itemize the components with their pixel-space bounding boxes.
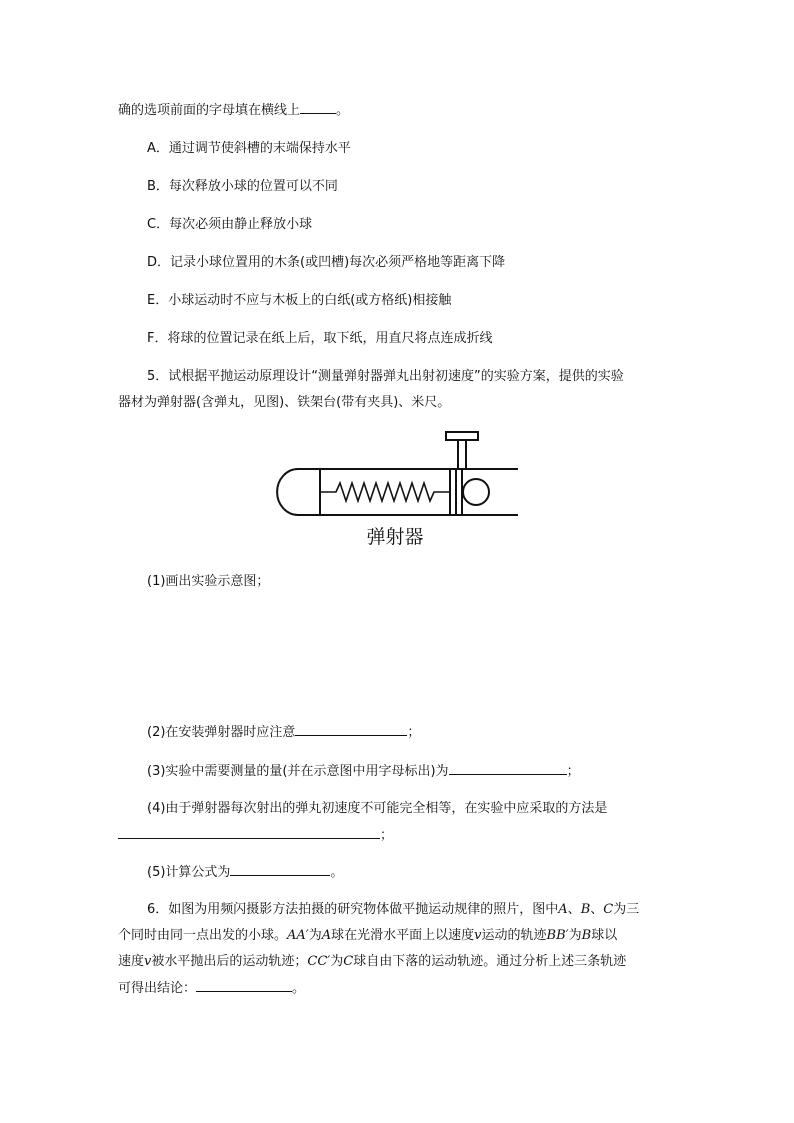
plunger-knob bbox=[446, 432, 478, 440]
q6-conclusion-blank[interactable] bbox=[196, 979, 292, 992]
barrel-end bbox=[277, 469, 298, 515]
q6-line1: 6．如图为用频闪摄影方法拍摄的研究物体做平抛运动规律的照片，图中A、B、C为三 bbox=[147, 902, 640, 917]
q5-sub3: (3)实验中需要测量的量(并在示意图中用字母标出)为 ； bbox=[147, 764, 580, 779]
q6-line4: 可得出结论： 。 bbox=[118, 981, 306, 996]
q4-option-e: E．小球运动时不应与木板上的白纸(或方格纸)相接触 bbox=[147, 293, 452, 308]
q4-stem-tail: 确的选项前面的字母填在横线上 。 bbox=[118, 103, 350, 118]
q5-sub4-line1: (4)由于弹射器每次射出的弹丸初速度不可能完全相等，在实验中应采取的方法是 bbox=[147, 801, 608, 816]
q5-sub2-blank[interactable] bbox=[295, 723, 407, 736]
q4-stem-text: 确的选项前面的字母填在横线上 bbox=[118, 103, 301, 118]
ball bbox=[463, 479, 489, 505]
spring bbox=[320, 483, 450, 501]
q5-sub5-blank[interactable] bbox=[230, 863, 330, 876]
q4-option-b: B．每次释放小球的位置可以不同 bbox=[147, 179, 338, 194]
q4-option-a: A．通过调节使斜槽的末端保持水平 bbox=[147, 141, 351, 156]
q6-line2: 个同时由同一点出发的小球。AA′为A球在光滑水平面上以速度v运动的轨迹BB′为B球以 bbox=[118, 928, 618, 943]
q5-sub4-line2: ； bbox=[118, 826, 393, 845]
q5-sub4-blank[interactable] bbox=[118, 826, 380, 839]
figure-caption: 弹射器 bbox=[366, 526, 424, 548]
piston bbox=[450, 469, 456, 515]
q5-sub2: (2)在安装弹射器时应注意 ； bbox=[147, 725, 421, 740]
q5-sub1: (1)画出实验示意图； bbox=[147, 574, 270, 589]
q5-stem-line2: 器材为弹射器(含弹丸，见图)、铁架台(带有夹具)、米尺。 bbox=[118, 395, 451, 410]
q4-option-c: C．每次必须由静止释放小球 bbox=[147, 217, 313, 232]
q4-answer-blank[interactable] bbox=[300, 101, 336, 114]
q5-sub3-blank[interactable] bbox=[449, 762, 567, 775]
q4-option-d: D．记录小球位置用的木条(或凹槽)每次必须严格地等距离下降 bbox=[147, 255, 506, 270]
launcher-figure bbox=[270, 428, 530, 552]
q5-stem-line1: 5．试根据平抛运动原理设计“测量弹射器弹丸出射初速度”的实验方案，提供的实验 bbox=[147, 369, 624, 384]
q5-sub5: (5)计算公式为 。 bbox=[147, 865, 344, 880]
q4-option-f: F．将球的位置记录在纸上后，取下纸，用直尺将点连成折线 bbox=[147, 331, 493, 346]
q6-line3: 速度v被水平抛出后的运动轨迹；CC′为C球自由下落的运动轨迹。通过分析上述三条轨迹 bbox=[118, 954, 627, 969]
